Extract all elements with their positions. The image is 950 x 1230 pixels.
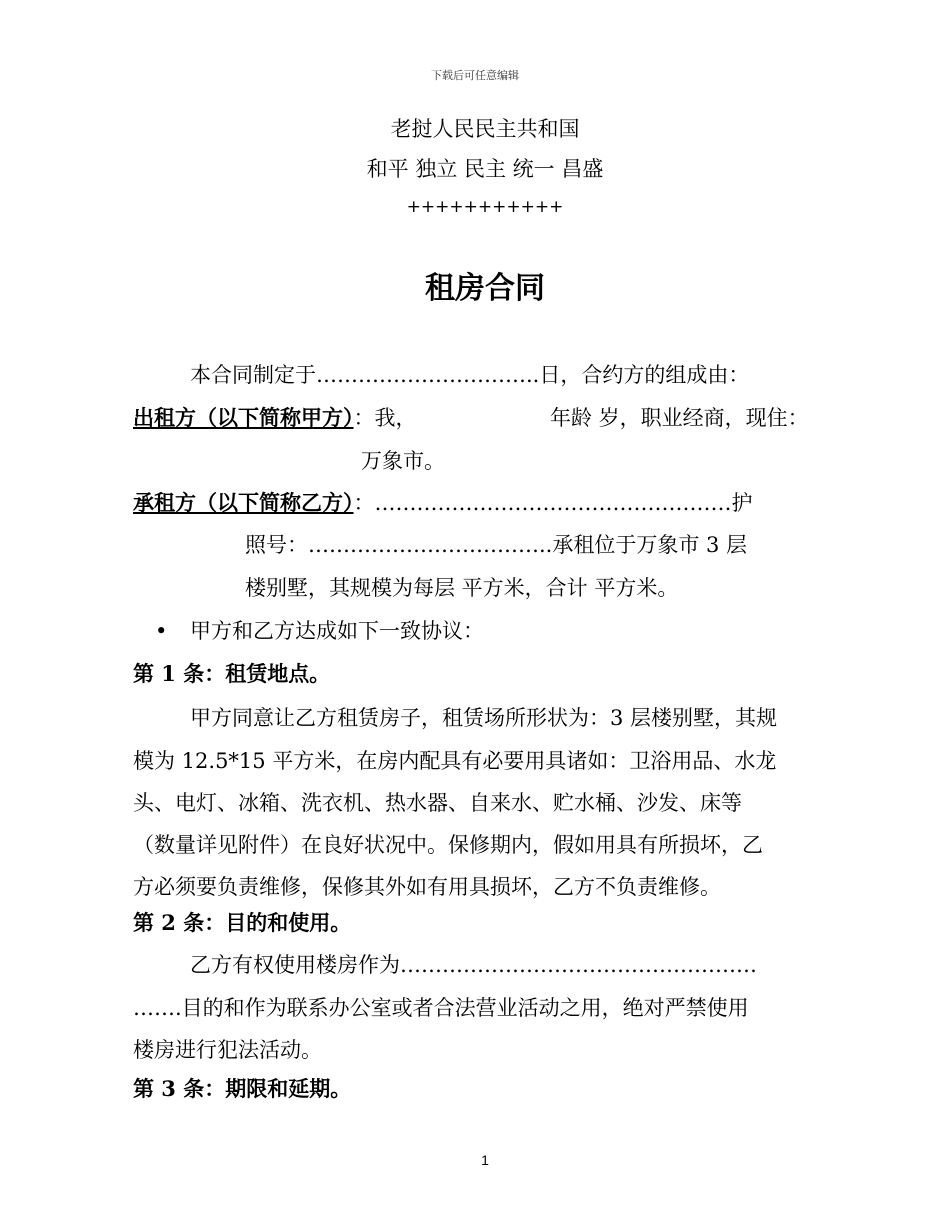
article-1-line: （数量详见附件）在良好状况中。保修期内，假如用具有所损坏，乙 — [133, 833, 763, 857]
bullet-icon: • — [155, 619, 168, 643]
article-2-line: 乙方有权使用楼房作为…………………………………………… — [190, 953, 757, 977]
article-1-heading: 第 1 条：租赁地点。 — [133, 661, 331, 686]
article-2-line: …….目的和作为联系办公室或者合法营业活动之用，绝对严禁使用 — [133, 996, 749, 1020]
lessee-text: ：……………………………………………护 — [353, 491, 753, 515]
article-1-line: 甲方同意让乙方租赁房子，租赁场所形状为：3 层楼别墅，其规 — [190, 706, 778, 730]
lessor-label: 出租方（以下简称甲方） — [133, 405, 354, 430]
document-title: 租房合同 — [425, 271, 545, 306]
lessor-line — [133, 404, 417, 432]
intro-line: 本合同制定于…………………………..日，合约方的组成由： — [190, 363, 750, 387]
lessee-label: 承租方（以下简称乙方） — [133, 490, 354, 515]
lessor-address: 万象市。 — [361, 449, 445, 473]
lessee-line-2: 照号：……………………………..承租位于万象市 3 层 — [245, 533, 748, 557]
lessee-line — [133, 489, 753, 517]
agreement-line: 甲方和乙方达成如下一致协议： — [190, 619, 484, 643]
country-name: 老挝人民民主共和国 — [390, 117, 580, 141]
lessor-text: ：我， — [353, 406, 417, 430]
page-number: 1 — [481, 1152, 489, 1168]
article-3-heading: 第 3 条：期限和延期。 — [133, 1076, 352, 1101]
lessor-age: 年龄 岁，职业经商，现住： — [550, 406, 809, 430]
article-1-line: 模为 12.5*15 平方米，在房内配具有必要用具诸如：卫浴用品、水龙 — [133, 749, 777, 773]
header-note: 下载后可任意编辑 — [431, 69, 519, 82]
national-motto: 和平 独立 民主 统一 昌盛 — [366, 157, 604, 181]
article-2-heading: 第 2 条：目的和使用。 — [133, 910, 352, 935]
lessee-line-3: 楼别墅，其规模为每层 平方米，合计 平方米。 — [245, 576, 679, 600]
separator-line: +++++++++++ — [406, 197, 564, 217]
article-1-line: 头、电灯、冰箱、洗衣机、热水器、自来水、贮水桶、沙发、床等 — [133, 791, 742, 815]
article-1-line: 方必须要负责维修，保修其外如有用具损坏，乙方不负责维修。 — [133, 875, 721, 899]
article-2-line: 楼房进行犯法活动。 — [133, 1038, 322, 1062]
